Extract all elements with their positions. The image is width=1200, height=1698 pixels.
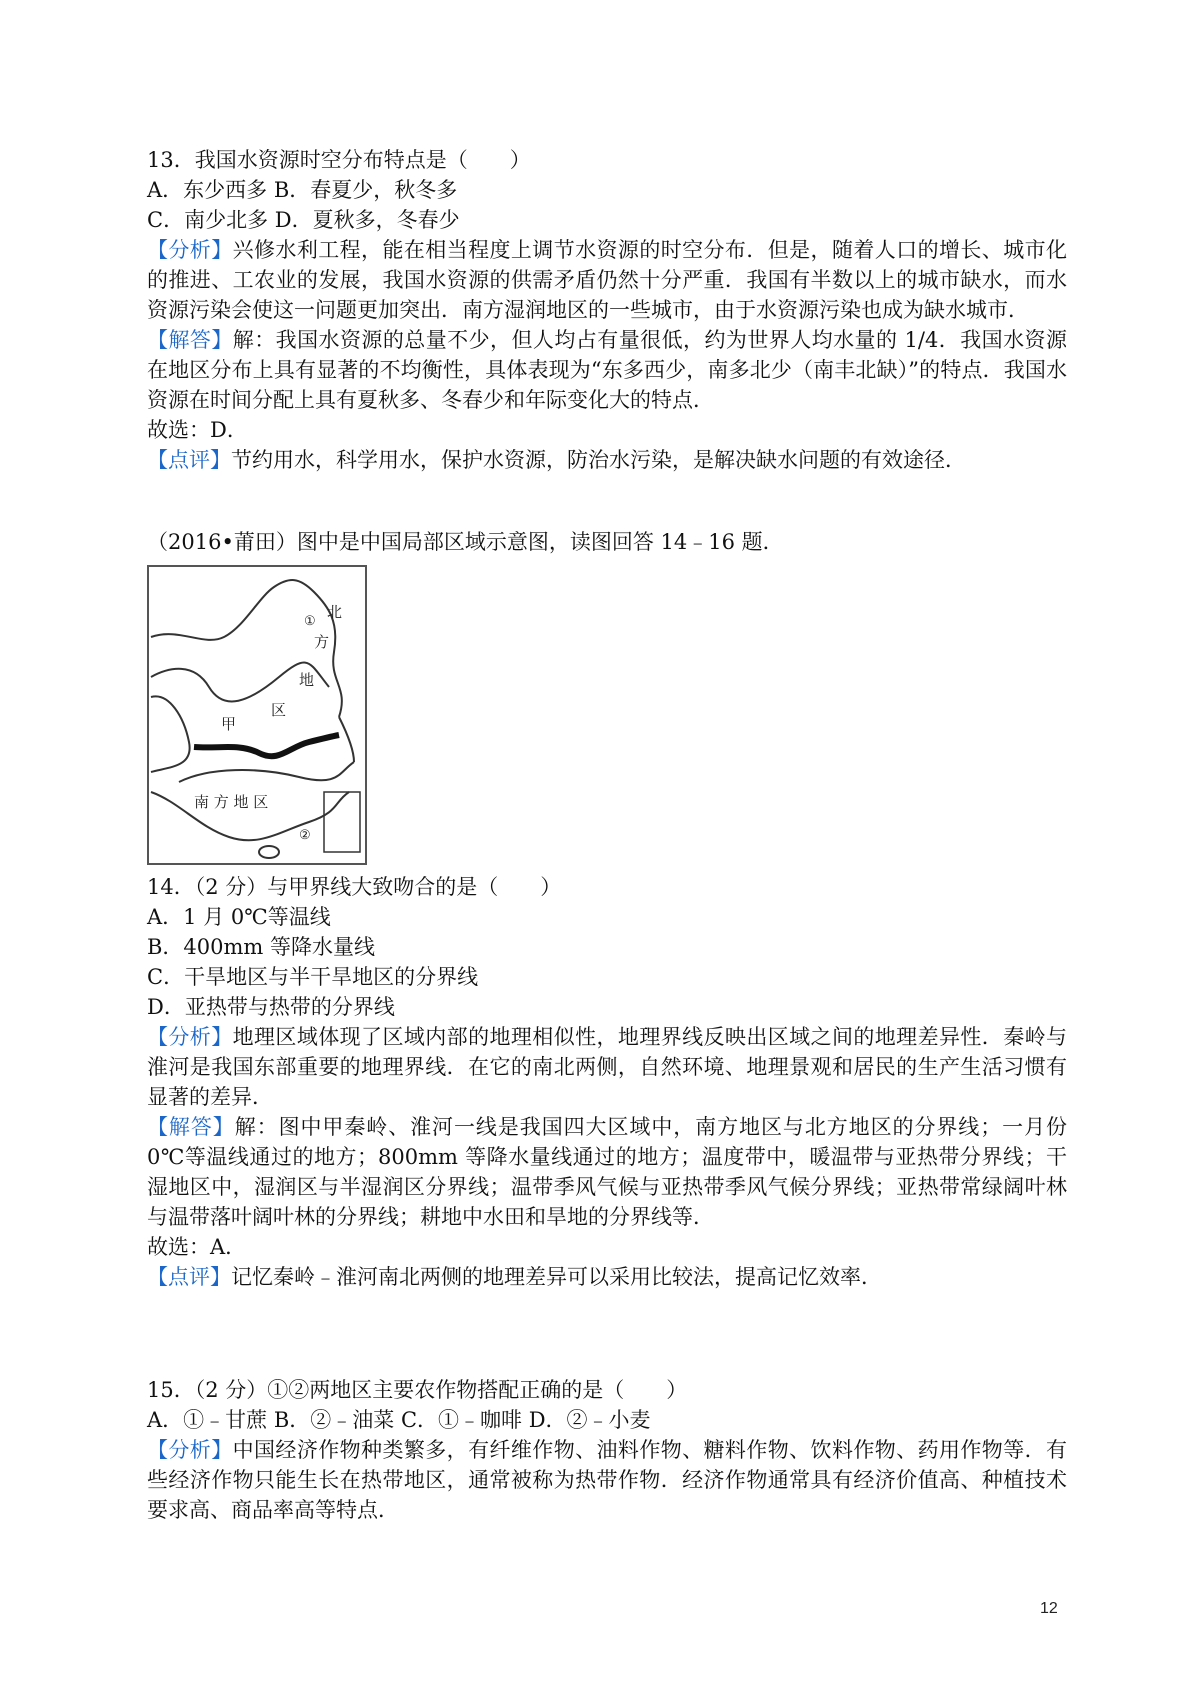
page-number: 12 [1040, 1600, 1058, 1617]
south-region-line [179, 762, 354, 782]
q13-options-1: A．东少西多 B．春夏少，秋冬多 [147, 178, 458, 202]
q13-analysis-text: 兴修水利工程，能在相当程度上调节水资源的时空分布．但是，随着人口的增长、城市化的推进、工农业的发展，我国水资源的供需矛盾仍然十分严重．我国有半数以上的城市缺水，而水资源污染会使这一问题更加突出．南方湿润地区的一些城市，由于水资源污染也成为缺水城市． [147, 238, 1068, 322]
map-label-south: 南 方 地 区 [194, 793, 269, 811]
answer-tag: 【解答】 [147, 328, 233, 352]
q13-comment [147, 445, 1067, 475]
q14-comment [147, 1262, 1067, 1292]
analysis-tag: 【分析】 [147, 1438, 233, 1462]
answer-tag: 【解答】 [147, 1115, 235, 1139]
q14-option-c: C．干旱地区与半干旱地区的分界线 [147, 965, 479, 989]
west-outline [151, 696, 190, 772]
map-label-1: ① [304, 614, 316, 629]
q14-stem: 14．（2 分）与甲界线大致吻合的是（ ） [147, 875, 562, 899]
q14-choice: 故选：A． [147, 1235, 247, 1259]
q14-answer [147, 1112, 1067, 1232]
map-drawing [149, 567, 365, 863]
q14-answer-text: 解：图中甲秦岭、淮河一线是我国四大区域中，南方地区与北方地区的分界线；一月份 0℃等温线通过的地方；800mm 等降水量线通过的地方；温度带中，暖温带与亚热带分界线；干湿地区中，湿润区与半湿润区分界线；温带季风气候与亚热带季风气候分界线；亚热带常绿阔叶林与温带落叶阔叶林的分界线；耕地中水田和旱地的分界线等． [147, 1115, 1068, 1229]
q13-analysis [147, 235, 1067, 325]
q14-option-b: B．400mm 等降水量线 [147, 935, 376, 959]
south-sea-inset [324, 792, 360, 852]
q14-comment-text: 记忆秦岭﹣淮河南北两侧的地理差异可以采用比较法，提高记忆效率． [231, 1265, 882, 1289]
q13-stem: 13．我国水资源时空分布特点是（ ） [147, 148, 531, 172]
q15-options: A．①﹣甘蔗 B．②﹣油菜 C．①﹣咖啡 D．②﹣小麦 [147, 1408, 651, 1432]
map-label-north-4: 区 [271, 701, 287, 719]
q14-analysis-text: 地理区域体现了区域内部的地理相似性，地理界线反映出区域之间的地理差异性．秦岭与淮河是我国东部重要的地理界线．在它的南北两侧，自然环境、地理景观和居民的生产生活习惯有显著的差异． [147, 1025, 1068, 1109]
intro-text: （2016•莆田）图中是中国局部区域示意图，读图回答 14﹣16 题． [147, 530, 784, 554]
analysis-tag: 【分析】 [147, 1025, 233, 1049]
q13-comment-text: 节约用水，科学用水，保护水资源，防治水污染，是解决缺水问题的有效途径． [231, 448, 966, 472]
map-label-jia: 甲 [221, 715, 237, 733]
question-13 [147, 145, 1067, 475]
jia-boundary-line [194, 735, 339, 756]
map-label-north-3: 地 [299, 671, 315, 689]
q14-option-d: D．亚热带与热带的分界线 [147, 995, 395, 1019]
map-label-2: ② [299, 828, 311, 843]
q13-answer [147, 325, 1067, 415]
q14-analysis [147, 1022, 1067, 1112]
q15-stem: 15．（2 分）①②两地区主要农作物搭配正确的是（ ） [147, 1378, 688, 1402]
q15-analysis [147, 1435, 1067, 1525]
q13-options-2: C．南少北多 D．夏秋多，冬春少 [147, 208, 460, 232]
east-coast [339, 717, 354, 762]
q15-analysis-text: 中国经济作物种类繁多，有纤维作物、油料作物、糖料作物、饮料作物、药用作物等．有些经济作物只能生长在热带地区，通常被称为热带作物．经济作物通常具有经济价值高、种植技术要求高、商品率高等特点． [147, 1438, 1068, 1522]
comment-tag: 【点评】 [147, 1265, 231, 1289]
question-14 [147, 872, 1067, 1292]
q14-option-a: A．1 月 0℃等温线 [147, 905, 331, 929]
analysis-tag: 【分析】 [147, 238, 233, 262]
group-intro [147, 527, 1067, 557]
question-15 [147, 1375, 1067, 1525]
hainan-island [259, 846, 279, 858]
comment-tag: 【点评】 [147, 448, 231, 472]
china-region-map [147, 565, 367, 865]
q13-answer-text: 解：我国水资源的总量不少，但人均占有量很低，约为世界人均水量的 1/4．我国水资源在地区分布上具有显著的不均衡性，具体表现为“东多西少，南多北少（南丰北缺）”的特点．我国水资源在时间分配上具有夏秋多、冬春少和年际变化大的特点． [147, 328, 1067, 412]
map-label-north-2: 方 [314, 633, 330, 651]
map-label-north-1: 北 [327, 603, 343, 621]
q13-choice: 故选：D． [147, 418, 248, 442]
